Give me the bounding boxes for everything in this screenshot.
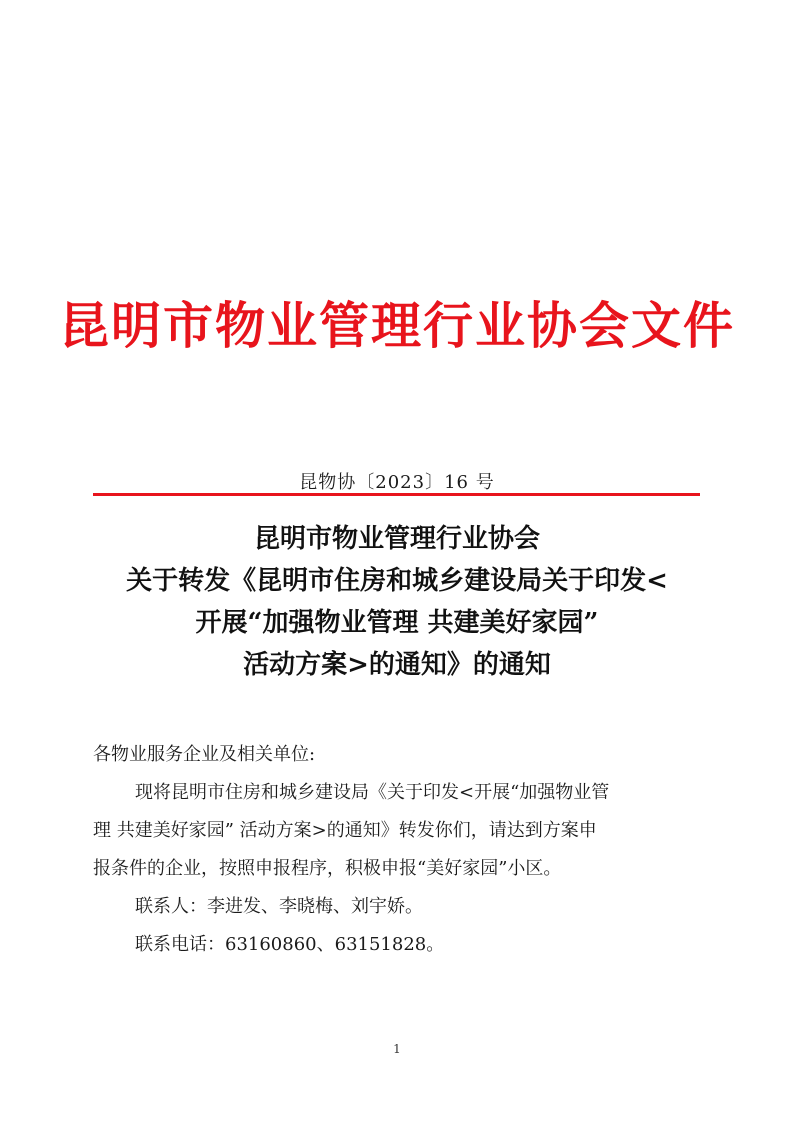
contact-persons: 联系人：李进发、李晓梅、刘宇娇。 — [135, 896, 423, 917]
document-title — [0, 518, 794, 686]
red-divider-line — [93, 493, 700, 496]
title-line-1: 昆明市物业管理行业协会 — [253, 524, 540, 554]
contact-phone: 联系电话：63160860、63151828。 — [135, 934, 445, 955]
page-number: 1 — [393, 1042, 401, 1056]
salutation: 各物业服务企业及相关单位: — [93, 744, 316, 765]
paragraph-line-3: 报条件的企业，按照申报程序，积极申报“美好家园”小区。 — [93, 858, 562, 879]
masthead-title: 昆明市物业管理行业协会文件 — [59, 296, 735, 355]
title-line-3: 开展“加强物业管理 共建美好家园” — [195, 608, 599, 638]
document-number: 昆物协〔2023〕16 号 — [299, 472, 495, 493]
title-line-4: 活动方案>的通知》的通知 — [243, 650, 551, 680]
title-line-2: 关于转发《昆明市住房和城乡建设局关于印发< — [126, 566, 668, 596]
paragraph-line-1: 现将昆明市住房和城乡建设局《关于印发<开展“加强物业管 — [135, 782, 610, 803]
document-body — [93, 736, 700, 964]
paragraph-line-2: 理 共建美好家园” 活动方案>的通知》转发你们，请达到方案申 — [93, 820, 597, 841]
